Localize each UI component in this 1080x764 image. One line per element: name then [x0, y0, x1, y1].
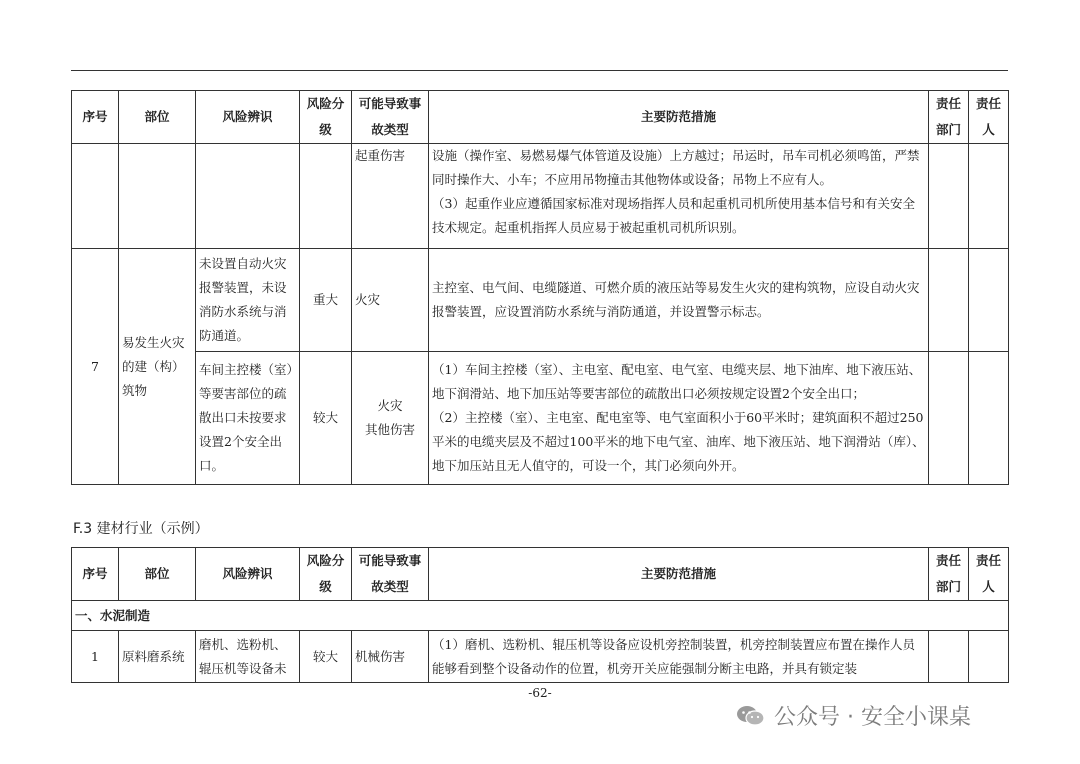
row-accident-type: 火灾 — [352, 249, 429, 352]
row-location: 易发生火灾的建（构）筑物 — [119, 249, 196, 485]
header-risk-identification: 风险辨识 — [196, 91, 300, 144]
header-measures: 主要防范措施 — [429, 91, 929, 144]
row-no: 1 — [72, 631, 119, 683]
category-row — [72, 601, 1009, 631]
row-no-continued — [72, 144, 119, 249]
row-risk: 未设置自动火灾报警装置，未设消防水系统与消防通道。 — [196, 249, 300, 352]
table-row — [72, 249, 1009, 352]
row-resp-person — [969, 144, 1009, 249]
row-resp-dept — [929, 249, 969, 352]
row-accident-type: 火灾 其他伤害 — [352, 352, 429, 485]
row-resp-dept — [929, 144, 969, 249]
table-row — [72, 352, 1009, 485]
row-measure: （1）车间主控楼（室）、主电室、配电室、电气室、电缆夹层、地下油库、地下液压站、地下润滑站、地下加压站等要害部位的疏散出口必须按规定设置2个安全出口； （2）主控楼（室）、主电室、配电室等、电气室面积小于60平米时；建筑面积不超过250平米的电缆夹层及不超过100平米的地下电气室、油库、地下液压站、地下润滑站（库）、地下加压站且无人值守的，可设一个，其门必须向外开。 — [429, 352, 929, 485]
row-location: 原料磨系统 — [119, 631, 196, 683]
risk-table-top — [71, 90, 1009, 485]
row-resp-person — [969, 352, 1009, 485]
table-row — [72, 631, 1009, 683]
watermark — [736, 700, 971, 731]
row-resp-person — [969, 249, 1009, 352]
header-accident-type: 可能导致事故类型 — [352, 548, 429, 601]
header-risk-level: 风险分级 — [300, 548, 352, 601]
header-measures: 主要防范措施 — [429, 548, 929, 601]
row-accident-type: 机械伤害 — [352, 631, 429, 683]
row-measure: 主控室、电气间、电缆隧道、可燃介质的液压站等易发生火灾的建构筑物，应设自动火灾报警装置，应设置消防水系统与消防通道，并设置警示标志。 — [429, 249, 929, 352]
header-location: 部位 — [119, 91, 196, 144]
row-no: 7 — [72, 249, 119, 485]
row-level: 重大 — [300, 249, 352, 352]
row-level: 较大 — [300, 631, 352, 683]
header-resp-person: 责任人 — [969, 548, 1009, 601]
row-measure: （1）磨机、选粉机、辊压机等设备应设机旁控制装置，机旁控制装置应布置在操作人员能够看到整个设备动作的位置，机旁开关应能强制分断主电路，并具有锁定装 — [429, 631, 929, 683]
row-resp-person — [969, 631, 1009, 683]
table-row — [72, 144, 1009, 249]
row-location-continued — [119, 144, 196, 249]
row-risk: 磨机、选粉机、辊压机等设备未 — [196, 631, 300, 683]
header-no: 序号 — [72, 91, 119, 144]
row-accident-type: 起重伤害 — [352, 144, 429, 249]
table-header-row — [72, 91, 1009, 144]
header-risk-level: 风险分级 — [300, 91, 352, 144]
row-risk-continued — [196, 144, 300, 249]
header-accident-type: 可能导致事故类型 — [352, 91, 429, 144]
risk-table-bottom — [71, 547, 1009, 683]
page-number: -62- — [528, 686, 552, 700]
table-header-row — [72, 548, 1009, 601]
header-no: 序号 — [72, 548, 119, 601]
header-resp-person: 责任人 — [969, 91, 1009, 144]
watermark-text: 公众号 · 安全小课桌 — [774, 705, 971, 730]
row-resp-dept — [929, 352, 969, 485]
row-risk: 车间主控楼（室）等要害部位的疏散出口未按要求设置2个安全出口。 — [196, 352, 300, 485]
header-resp-dept: 责任部门 — [929, 548, 969, 601]
header-risk-identification: 风险辨识 — [196, 548, 300, 601]
header-resp-dept: 责任部门 — [929, 91, 969, 144]
category-label: 一、水泥制造 — [72, 601, 1009, 631]
row-resp-dept — [929, 631, 969, 683]
row-level-continued — [300, 144, 352, 249]
row-measure: 设施（操作室、易燃易爆气体管道及设施）上方越过；吊运时，吊车司机必须鸣笛，严禁同时操作大、小车；不应用吊物撞击其他物体或设备；吊物上不应有人。 （3）起重作业应遵循国家标准对现场指挥人员和起重机司机所使用基本信号和有关安全技术规定。起重机指挥人员应易于被起重机司机所识别。 — [429, 144, 929, 249]
top-rule — [71, 70, 1008, 71]
section-title: F.3 建材行业（示例） — [73, 521, 209, 537]
wechat-icon — [736, 704, 766, 728]
header-location: 部位 — [119, 548, 196, 601]
row-level: 较大 — [300, 352, 352, 485]
